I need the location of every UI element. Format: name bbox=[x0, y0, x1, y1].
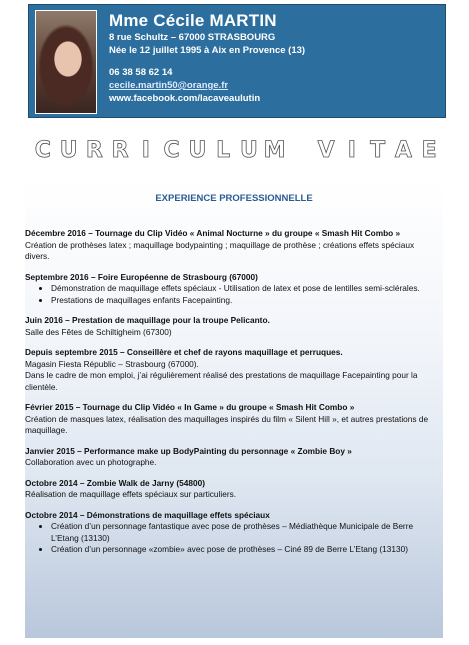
candidate-name: Mme Cécile MARTIN bbox=[109, 11, 277, 30]
entry-description: Magasin Fiesta Républic – Strasbourg (67000). bbox=[25, 358, 199, 369]
title-letter: L bbox=[216, 138, 231, 163]
experience-entry bbox=[25, 315, 437, 338]
title-letter: R bbox=[111, 138, 129, 163]
entry-description: Salle des Fêtes de Schiltigheim (67300) bbox=[25, 326, 172, 337]
entry-description: Création de masques latex, réalisation des maquillages inspirés du film « Silent Hill », et autres prestations de maquillage. bbox=[25, 413, 429, 435]
experience-list bbox=[25, 228, 437, 565]
phone-number: 06 38 58 62 14 bbox=[109, 67, 173, 78]
title-letter: C bbox=[163, 138, 180, 163]
profile-photo bbox=[35, 10, 97, 114]
entry-title: Octobre 2014 – Zombie Walk de Jarny (54800) bbox=[25, 477, 205, 488]
email-link[interactable]: cecile.martin50@orange.fr bbox=[109, 80, 229, 91]
title-letter: U bbox=[239, 138, 258, 163]
facebook-link[interactable]: www.facebook.com/lacaveaulutin bbox=[109, 93, 261, 104]
entry-title: Juin 2016 – Prestation de maquillage pour la troupe Pelicanto. bbox=[25, 315, 270, 325]
entry-bullet: • Démonstration de maquillage effets spéciaux - Utilisation de latex et pose de lentilles semi-sclérales. bbox=[51, 283, 437, 295]
entry-description: Dans le cadre de mon emploi, j’ai régulièrement réalisé des prestations de maquillage Facepainting pour la clientèle. bbox=[25, 370, 418, 392]
title-letter: U bbox=[188, 138, 207, 163]
section-title: EXPERIENCE PROFESSIONNELLE bbox=[155, 193, 313, 204]
title-letter: C bbox=[34, 138, 51, 163]
entry-title: Février 2015 – Tournage du Clip Vidéo « In Game » du groupe « Smash Hit Combo » bbox=[25, 402, 355, 412]
entry-title: Octobre 2014 – Démonstrations de maquillage effets spéciaux bbox=[25, 509, 270, 520]
cv-header bbox=[28, 4, 446, 118]
title-letter: I bbox=[347, 138, 356, 163]
entry-title: Décembre 2016 – Tournage du Clip Vidéo « Animal Nocturne » du groupe « Smash Hit Combo » bbox=[25, 228, 401, 238]
experience-entry bbox=[25, 402, 437, 437]
title-letter: R bbox=[85, 138, 103, 163]
birth-info: Née le 12 juillet 1995 à Aix en Provence (13) bbox=[109, 45, 306, 56]
experience-entry bbox=[25, 228, 437, 263]
entry-bullet: • Création d’un personnage fantastique avec pose de prothèses – Médiathèque Municipale de Berre L’Etang (13130) bbox=[51, 521, 437, 544]
entry-description: Collaboration avec un photographe. bbox=[25, 457, 157, 467]
curriculum-vitae-title bbox=[30, 138, 442, 164]
experience-entry bbox=[25, 478, 437, 501]
experience-entry bbox=[25, 347, 437, 393]
entry-description: Création de prothèses latex ; maquillage bodypainting ; maquillage de prothèse ; créations effets spéciaux divers. bbox=[25, 239, 415, 261]
title-letter: T bbox=[370, 138, 386, 163]
entry-bullet: • Prestations de maquillages enfants Facepainting. bbox=[51, 295, 437, 307]
entry-title: Janvier 2015 – Performance make up BodyPainting du personnage « Zombie Boy » bbox=[25, 445, 352, 456]
experience-entry bbox=[25, 446, 437, 469]
title-letter: M bbox=[263, 138, 286, 163]
entry-description: Réalisation de maquillage effets spéciaux sur particuliers. bbox=[25, 489, 237, 499]
experience-panel bbox=[25, 180, 443, 638]
experience-entry bbox=[25, 510, 437, 556]
title-letter: V bbox=[317, 138, 335, 163]
entry-title: Depuis septembre 2015 – Conseillère et chef de rayons maquillage et perruques. bbox=[25, 347, 343, 357]
title-letter: U bbox=[59, 138, 78, 163]
title-letter: I bbox=[141, 138, 150, 163]
experience-entry bbox=[25, 272, 437, 307]
entry-bullet: • Création d’un personnage «zombie» avec pose de prothèses – Ciné 89 de Berre L’Etang (13130) bbox=[51, 544, 437, 556]
contact-block bbox=[109, 11, 305, 105]
address: 8 rue Schultz – 67000 STRASBOURG bbox=[109, 32, 276, 43]
entry-bullet-list bbox=[25, 521, 437, 556]
entry-bullet-list bbox=[25, 283, 437, 306]
title-letter: E bbox=[421, 138, 437, 163]
entry-title: Septembre 2016 – Foire Européenne de Strasbourg (67000) bbox=[25, 271, 258, 282]
title-letter: A bbox=[394, 138, 412, 163]
